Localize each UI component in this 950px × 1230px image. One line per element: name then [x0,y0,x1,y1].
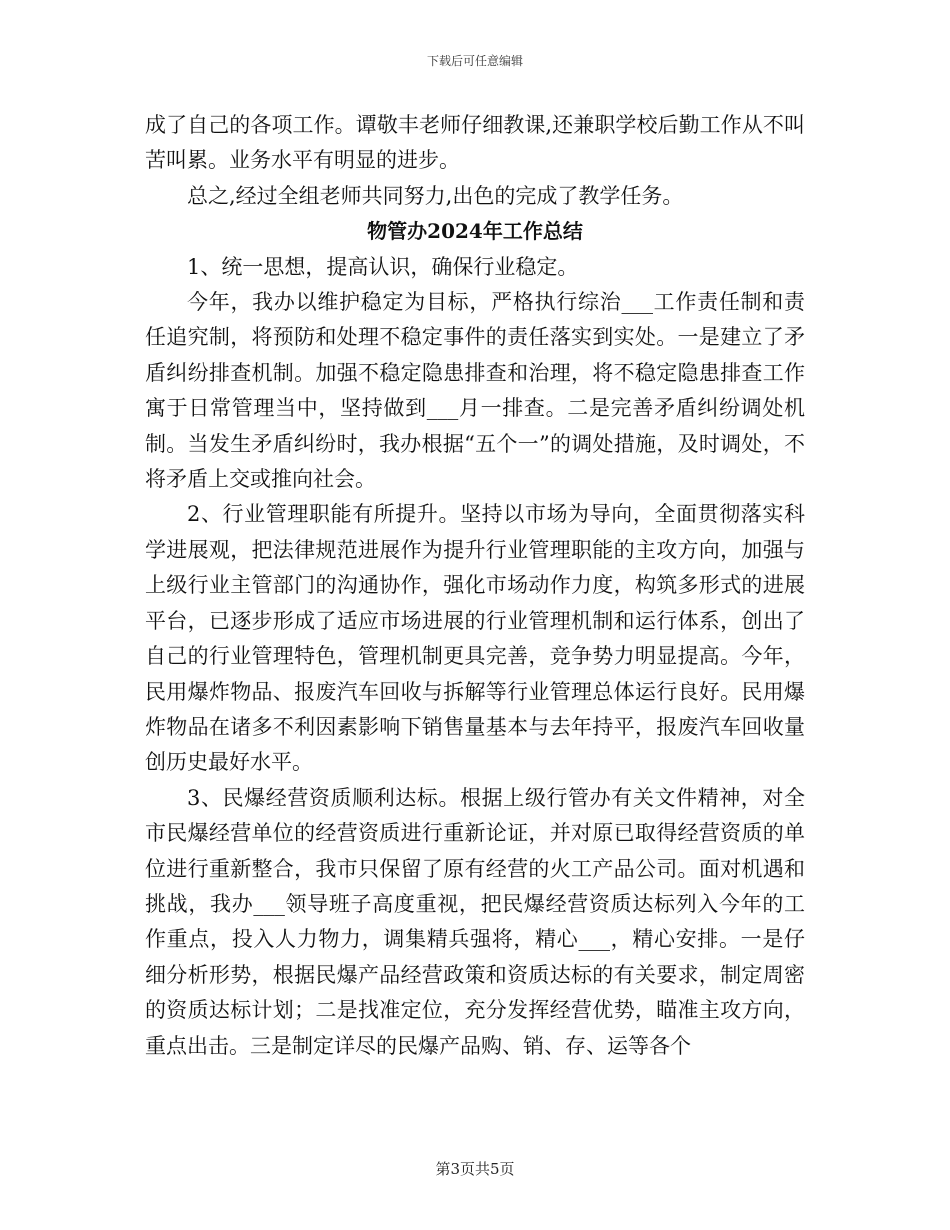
document-body [145,108,805,1064]
paragraph: 2、行业管理职能有所提升。坚持以市场为导向，全面贯彻落实科学进展观，把法律规范进展作为提升行业管理职能的主攻方向，加强与上级行业主管部门的沟通协作，强化市场动作力度，构筑多形式的进展平台，已逐步形成了适应市场进展的行业管理机制和运行体系，创出了自己的行业管理特色，管理机制更具完善，竞争势力明显提高。今年，民用爆炸物品、报废汽车回收与拆解等行业管理总体运行良好。民用爆炸物品在诸多不利因素影响下销售量基本与去年持平，报废汽车回收量创历史最好水平。 [145,502,805,775]
paragraph: 1、统一思想，提高认识，确保行业稳定。 [187,254,579,279]
page-footer [0,1158,950,1179]
page-number: 第3页共5页 [435,1160,515,1178]
page-header [0,52,950,69]
paragraph: 3、民爆经营资质顺利达标。根据上级行管办有关文件精神，对全市民爆经营单位的经营资质进行重新论证，并对原已取得经营资质的单位进行重新整合，我市只保留了原有经营的火工产品公司。面对机遇和挑战，我办___领导班子高度重视，把民爆经营资质达标列入今年的工作重点，投入人力物力，调集精兵强将，精心___，精心安排。一是仔细分析形势，根据民爆产品经营政策和资质达标的有关要求，制定周密的资质达标计划；二是找准定位，充分发挥经营优势，瞄准主攻方向，重点出击。三是制定详尽的民爆产品购、销、存、运等各个 [145,785,805,1058]
header-note: 下载后可任意编辑 [426,54,523,68]
paragraph: 成了自己的各项工作。谭敬丰老师仔细教课,还兼职学校后勤工作从不叫苦叫累。业务水平有明显的进步。 [145,113,805,173]
section-title: 物管办2024年工作总结 [367,219,583,244]
paragraph: 总之,经过全组老师共同努力,出色的完成了教学任务。 [187,183,684,208]
paragraph: 今年，我办以维护稳定为目标，严格执行综治___工作责任制和责任追究制，将预防和处理不稳定事件的责任落实到实处。一是建立了矛盾纠纷排查机制。加强不稳定隐患排查和治理，将不稳定隐患排查工作寓于日常管理当中，坚持做到___月一排查。二是完善矛盾纠纷调处机制。当发生矛盾纠纷时，我办根据“五个一”的调处措施，及时调处，不将矛盾上交或推向社会。 [145,290,805,492]
